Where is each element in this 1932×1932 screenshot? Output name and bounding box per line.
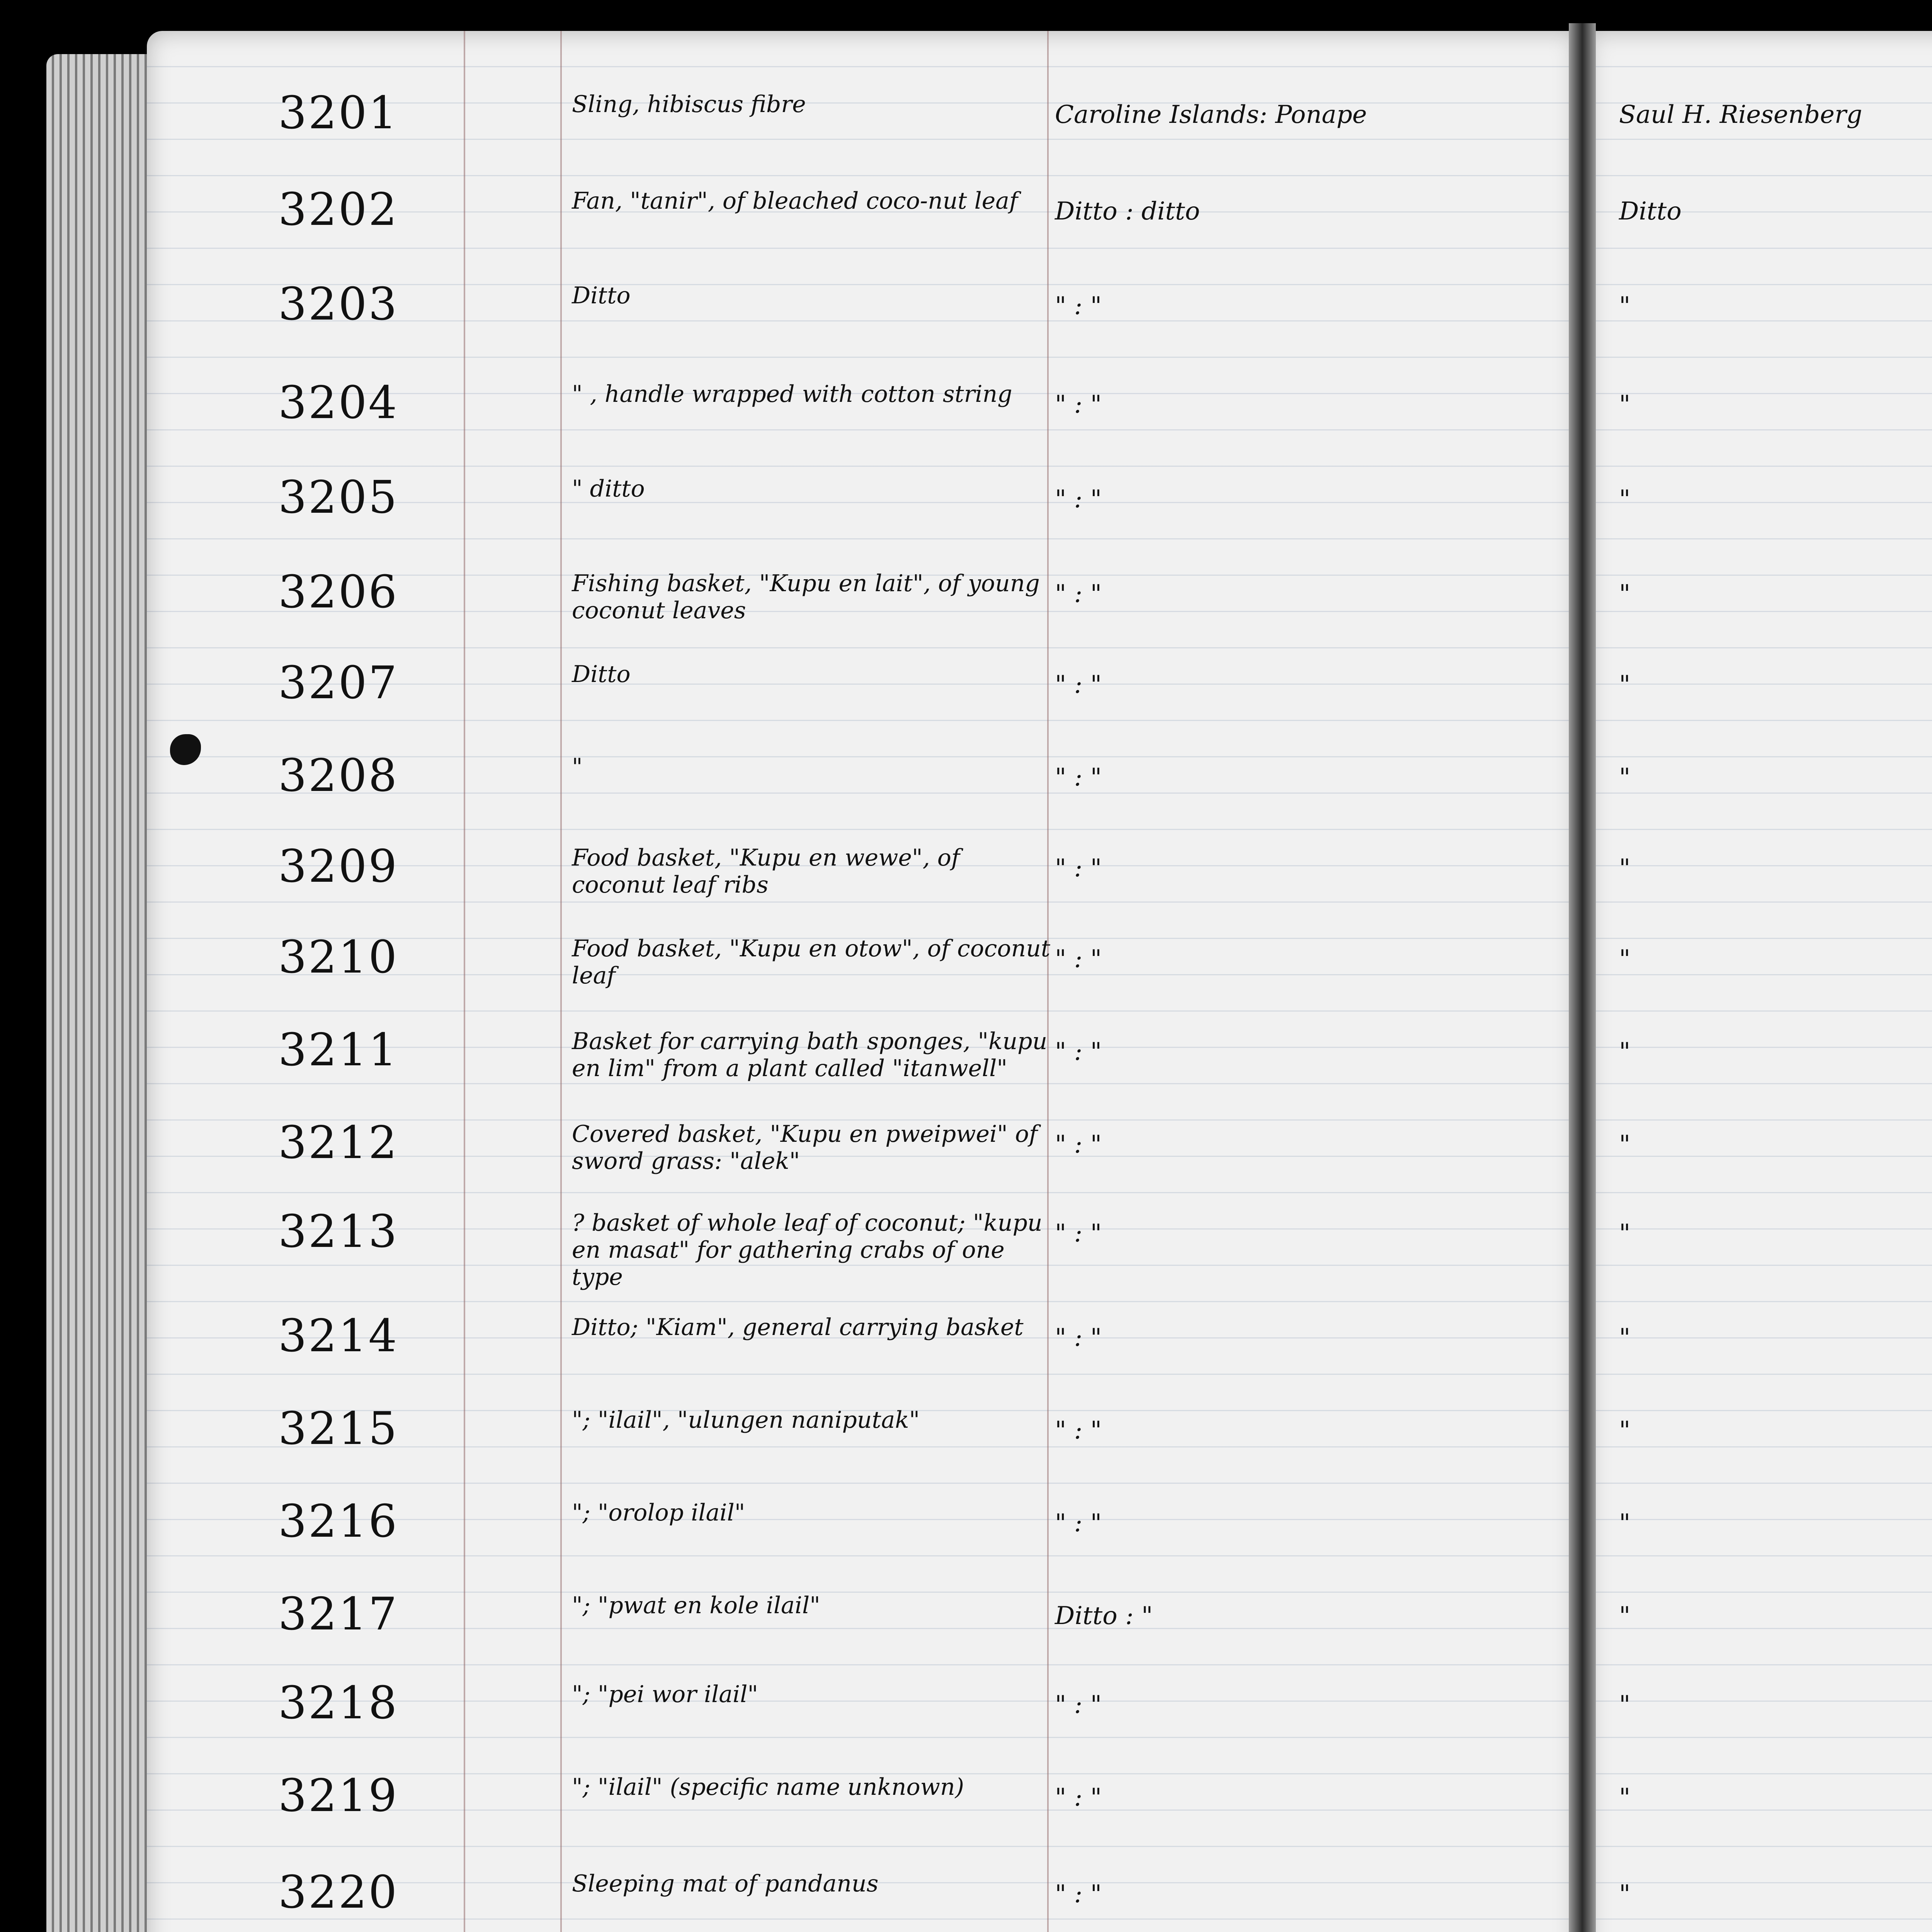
catalog-number: 3217 (278, 1588, 399, 1640)
item-description: " (572, 753, 583, 781)
catalog-number: 3201 (278, 87, 399, 139)
catalog-number: 3213 (278, 1206, 399, 1258)
catalog-number: 3220 (278, 1866, 399, 1918)
catalog-number: 3209 (278, 840, 399, 893)
item-description: "; "pei wor ilail" (572, 1681, 759, 1708)
locality: " : " (1055, 1690, 1102, 1719)
table-row (0, 927, 1932, 1016)
collector: " (1619, 485, 1631, 514)
collector: " (1619, 1690, 1631, 1719)
table-row (0, 1766, 1932, 1855)
locality: Ditto : ditto (1055, 197, 1200, 226)
catalog-number: 3202 (278, 184, 399, 236)
locality: " : " (1055, 1509, 1102, 1537)
locality: " : " (1055, 292, 1102, 320)
item-description: Ditto; "Kiam", general carrying basket (572, 1314, 1024, 1341)
locality: " : " (1055, 390, 1102, 419)
catalog-number: 3214 (278, 1310, 399, 1362)
collector: " (1619, 763, 1631, 792)
table-row (0, 468, 1932, 556)
catalog-number: 3218 (278, 1677, 399, 1729)
item-description: Basket for carrying bath sponges, "kupu en lim" from a plant called "itanwell" (572, 1028, 1048, 1082)
catalog-number: 3215 (278, 1403, 399, 1455)
collector: " (1619, 1323, 1631, 1352)
collector: Saul H. Riesenberg (1619, 100, 1862, 129)
table-row (0, 1492, 1932, 1580)
locality: " : " (1055, 1880, 1102, 1908)
collector: " (1619, 1130, 1631, 1159)
item-description: Sleeping mat of pandanus (572, 1870, 879, 1897)
table-row (0, 1306, 1932, 1395)
item-description: "; "orolop ilail" (572, 1499, 745, 1526)
catalog-number: 3208 (278, 750, 399, 802)
table-row (0, 1399, 1932, 1488)
locality: Ditto : " (1055, 1602, 1153, 1630)
table-row (0, 274, 1932, 363)
locality: Caroline Islands: Ponape (1055, 100, 1367, 129)
table-row (0, 1113, 1932, 1202)
item-description: Ditto (572, 282, 631, 309)
catalog-number: 3216 (278, 1495, 399, 1548)
locality: " : " (1055, 1130, 1102, 1159)
catalog-number: 3212 (278, 1117, 399, 1169)
item-description: "; "pwat en kole ilail" (572, 1592, 820, 1619)
table-row (0, 562, 1932, 651)
item-description: Fan, "tanir", of bleached coco-nut leaf (572, 187, 1018, 214)
collector: " (1619, 580, 1631, 608)
catalog-number: 3219 (278, 1770, 399, 1822)
catalog-number: 3203 (278, 278, 399, 330)
collector: " (1619, 1416, 1631, 1445)
locality: " : " (1055, 1219, 1102, 1248)
locality: " : " (1055, 1323, 1102, 1352)
locality: " : " (1055, 1416, 1102, 1445)
catalog-number: 3210 (278, 931, 399, 983)
locality: " : " (1055, 670, 1102, 699)
catalog-number: 3211 (278, 1024, 399, 1076)
locality: " : " (1055, 580, 1102, 608)
table-row (0, 1584, 1932, 1673)
item-description: Food basket, "Kupu en otow", of coconut leaf (572, 935, 1050, 989)
collector: " (1619, 945, 1631, 973)
table-row (0, 746, 1932, 835)
item-description: " , handle wrapped with cotton string (572, 381, 1012, 408)
locality: " : " (1055, 763, 1102, 792)
collector: " (1619, 1037, 1631, 1066)
collector: " (1619, 670, 1631, 699)
locality: " : " (1055, 485, 1102, 514)
collector: " (1619, 1602, 1631, 1630)
locality: " : " (1055, 854, 1102, 883)
collector: " (1619, 1880, 1631, 1908)
catalog-number: 3205 (278, 471, 399, 524)
catalog-number: 3204 (278, 377, 399, 429)
collector: " (1619, 1219, 1631, 1248)
table-row (0, 653, 1932, 742)
collector: " (1619, 390, 1631, 419)
table-row (0, 1862, 1932, 1932)
collector: Ditto (1619, 197, 1682, 226)
locality: " : " (1055, 945, 1102, 973)
collector: " (1619, 854, 1631, 883)
locality: " : " (1055, 1783, 1102, 1812)
item-description: Fishing basket, "Kupu en lait", of young coconut leaves (572, 570, 1040, 624)
item-description: Food basket, "Kupu en wewe", of coconut leaf ribs (572, 844, 960, 898)
item-description: "; "ilail", "ulungen naniputak" (572, 1406, 920, 1434)
table-row (0, 83, 1932, 172)
catalog-number: 3207 (278, 657, 399, 709)
table-row (0, 373, 1932, 462)
locality: " : " (1055, 1037, 1102, 1066)
table-row (0, 1020, 1932, 1109)
table-row (0, 1202, 1932, 1291)
item-description: Ditto (572, 661, 631, 688)
table-row (0, 837, 1932, 925)
table-row (0, 1673, 1932, 1762)
collector: " (1619, 292, 1631, 320)
item-description: Covered basket, "Kupu en pweipwei" of sword grass: "alek" (572, 1121, 1038, 1175)
item-description: " ditto (572, 475, 645, 502)
item-description: "; "ilail" (specific name unknown) (572, 1774, 964, 1801)
item-description: Sling, hibiscus fibre (572, 91, 806, 118)
collector: " (1619, 1509, 1631, 1537)
table-row (0, 180, 1932, 269)
item-description: ? basket of whole leaf of coconut; "kupu en masat" for gathering crabs of one type (572, 1209, 1043, 1291)
catalog-number: 3206 (278, 566, 399, 618)
collector: " (1619, 1783, 1631, 1812)
